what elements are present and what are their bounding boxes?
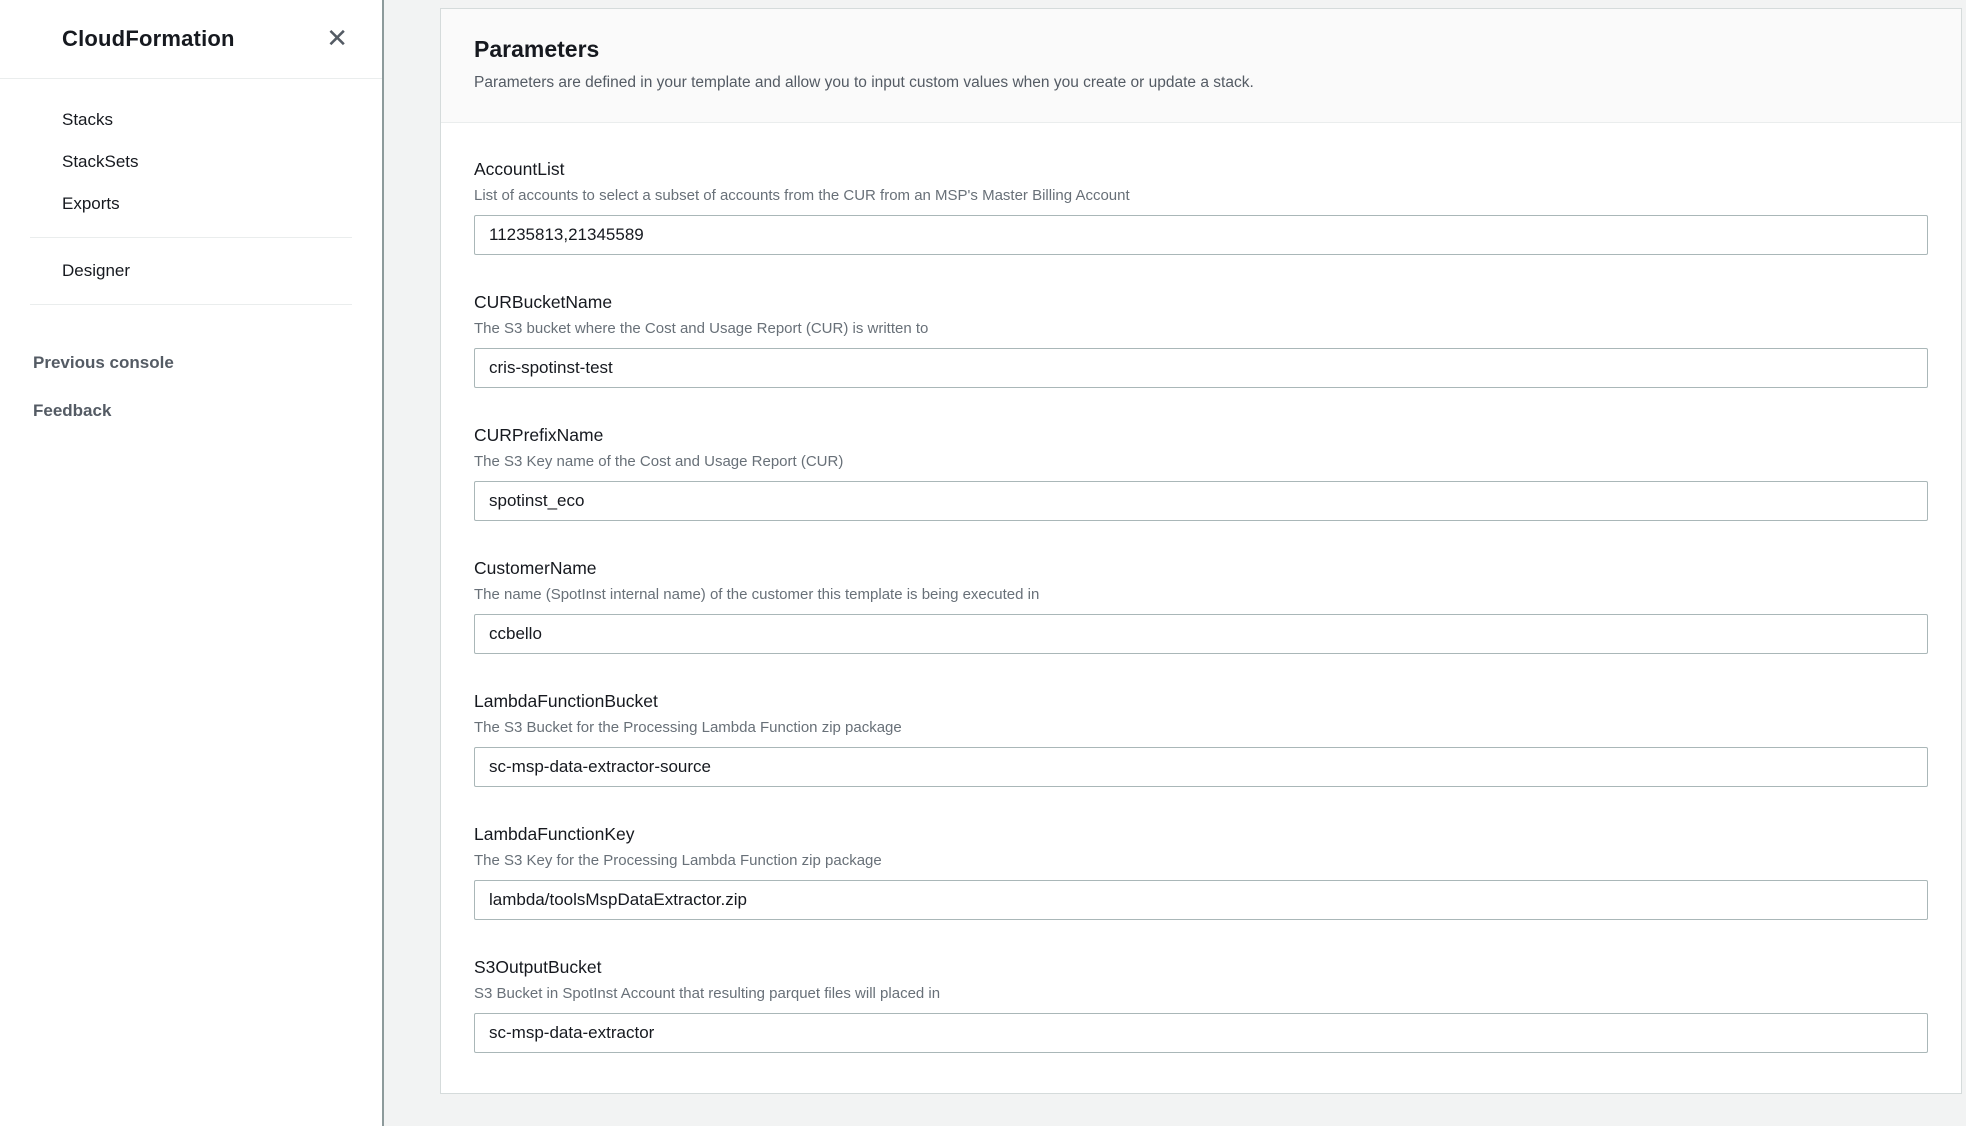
parameter-label: LambdaFunctionKey [474, 824, 635, 844]
parameter-description: The name (SpotInst internal name) of the customer this template is being executed in [474, 586, 1040, 603]
parameters-form [441, 123, 1961, 1093]
sidebar-item-stacks[interactable]: Stacks [62, 110, 114, 129]
parameter-description: The S3 bucket where the Cost and Usage Report (CUR) is written to [474, 320, 929, 337]
sidebar-header [0, 0, 382, 79]
sidebar-nav [0, 79, 382, 305]
sidebar [0, 0, 384, 1126]
s3outputbucket-input[interactable] [474, 1013, 1928, 1053]
parameters-panel-header [441, 9, 1961, 123]
parameter-field-s3outputbucket [474, 957, 1928, 1053]
parameter-label: CURBucketName [474, 292, 613, 312]
parameter-description: The S3 Key name of the Cost and Usage Report (CUR) [474, 453, 844, 470]
lambdafunctionbucket-input[interactable] [474, 747, 1928, 787]
sidebar-title: CloudFormation [62, 26, 235, 51]
sidebar-divider [30, 237, 352, 238]
parameter-field-customername [474, 558, 1928, 654]
parameter-field-accountlist [474, 159, 1928, 255]
parameter-field-curbucketname [474, 292, 1928, 388]
parameter-field-lambdafunctionbucket [474, 691, 1928, 787]
main-content [384, 0, 1966, 1126]
curbucketname-input[interactable] [474, 348, 1928, 388]
close-icon[interactable]: ✕ [326, 24, 348, 54]
sidebar-item-designer[interactable]: Designer [62, 261, 131, 280]
sidebar-divider [30, 304, 352, 305]
parameters-panel [440, 8, 1962, 1094]
sidebar-item-previous-console[interactable]: Previous console [33, 353, 174, 372]
parameter-description: The S3 Bucket for the Processing Lambda Function zip package [474, 719, 902, 736]
accountlist-input[interactable] [474, 215, 1928, 255]
parameter-label: CURPrefixName [474, 425, 604, 445]
parameter-label: LambdaFunctionBucket [474, 691, 658, 711]
sidebar-footer [0, 317, 382, 435]
parameter-label: S3OutputBucket [474, 957, 602, 977]
parameter-field-curprefixname [474, 425, 1928, 521]
sidebar-item-exports[interactable]: Exports [62, 194, 120, 213]
page-title: Parameters [474, 36, 600, 62]
parameter-description: List of accounts to select a subset of accounts from the CUR from an MSP's Master Billing Account [474, 187, 1130, 204]
parameter-field-lambdafunctionkey [474, 824, 1928, 920]
lambdafunctionkey-input[interactable] [474, 880, 1928, 920]
parameter-label: CustomerName [474, 558, 597, 578]
parameter-label: AccountList [474, 159, 565, 179]
customername-input[interactable] [474, 614, 1928, 654]
sidebar-item-stacksets[interactable]: StackSets [62, 152, 139, 171]
parameter-description: The S3 Key for the Processing Lambda Function zip package [474, 852, 882, 869]
parameter-description: S3 Bucket in SpotInst Account that resulting parquet files will placed in [474, 985, 941, 1002]
panel-description: Parameters are defined in your template and allow you to input custom values when you create or update a stack. [474, 74, 1254, 91]
curprefixname-input[interactable] [474, 481, 1928, 521]
sidebar-item-feedback[interactable]: Feedback [33, 401, 112, 420]
